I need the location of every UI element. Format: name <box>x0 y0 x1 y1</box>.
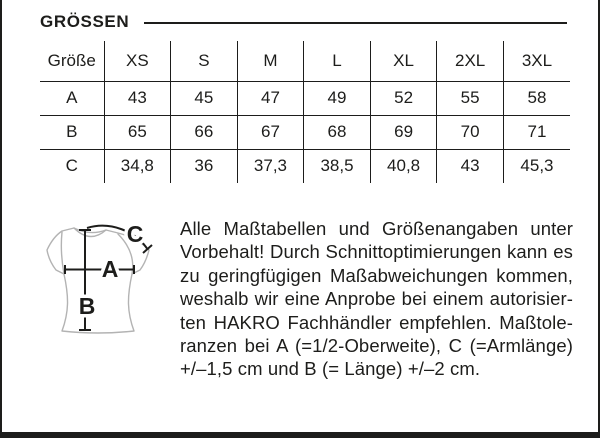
cell-b-l: 68 <box>304 115 371 149</box>
cell-c-l: 38,5 <box>304 149 371 183</box>
cell-a-xs: 43 <box>104 81 171 115</box>
diagram-label-c: C <box>126 221 144 247</box>
note-line: weshalb wir eine Anprobe bei einem autorisier- <box>180 288 573 310</box>
cell-c-m: 37,3 <box>237 149 304 183</box>
tshirt-measurement-icon <box>40 217 160 349</box>
cell-a-s: 45 <box>171 81 238 115</box>
cell-a-m: 47 <box>237 81 304 115</box>
cell-b-2xl: 70 <box>437 115 504 149</box>
table-row-a <box>40 81 570 115</box>
size-table-header-row <box>40 41 570 81</box>
cell-a-2xl: 55 <box>437 81 504 115</box>
cell-b-s: 66 <box>171 115 238 149</box>
note-line: Vorbehalt! Durch Schnittoptimierungen kann es <box>180 241 573 263</box>
row-label-c: C <box>65 156 78 176</box>
col-header-xl: XL <box>370 41 437 81</box>
size-table <box>40 41 570 183</box>
cell-c-xs: 34,8 <box>104 149 171 183</box>
row-label-a: A <box>40 81 104 115</box>
col-header-xs: XS <box>104 41 171 81</box>
note-line: ranzen bei A (=1/2-Oberweite), C (=Armlänge) <box>180 335 573 357</box>
cell-a-xl: 52 <box>370 81 437 115</box>
col-header-s: S <box>171 41 238 81</box>
cell-c-3xl: 45,3 <box>503 149 570 183</box>
cell-c-s: 36 <box>171 149 238 183</box>
title-divider-line <box>144 22 567 24</box>
table-row-b <box>40 115 570 149</box>
cell-b-xs: 65 <box>104 115 171 149</box>
col-header-l: L <box>304 41 371 81</box>
col-header-2xl: 2XL <box>437 41 504 81</box>
note-line: zu geringfügigen Maßabweichungen kommen, <box>180 264 573 286</box>
cell-c-2xl: 43 <box>437 149 504 183</box>
col-header-3xl: 3XL <box>503 41 570 81</box>
measurement-disclaimer-text <box>180 217 573 381</box>
shirt-left-sleeve-seam <box>61 232 64 274</box>
table-row-c <box>40 149 570 183</box>
diagram-label-b: B <box>78 293 96 319</box>
cell-b-m: 67 <box>237 115 304 149</box>
col-header-m: M <box>237 41 304 81</box>
col-header-groesse: Größe <box>40 41 104 81</box>
cell-c-xl: 40,8 <box>370 149 437 183</box>
section-header <box>2 0 598 32</box>
note-line: +/–1,5 cm und B (= Länge) +/–2 cm. <box>180 358 481 380</box>
cell-b-3xl: 71 <box>503 115 570 149</box>
note-line: ten HAKRO Fachhändler empfehlen. Maßtole- <box>180 311 573 333</box>
row-label-b: B <box>40 115 104 149</box>
diagram-label-a: A <box>101 256 119 282</box>
section-title: GRÖSSEN <box>40 12 130 31</box>
measure-line-a <box>65 265 134 274</box>
note-line: Alle Maßtabellen und Größenangaben unter <box>180 218 573 239</box>
cell-a-l: 49 <box>304 81 371 115</box>
cell-b-xl: 69 <box>370 115 437 149</box>
measurement-info-section <box>40 217 573 381</box>
cell-a-3xl: 58 <box>503 81 570 115</box>
